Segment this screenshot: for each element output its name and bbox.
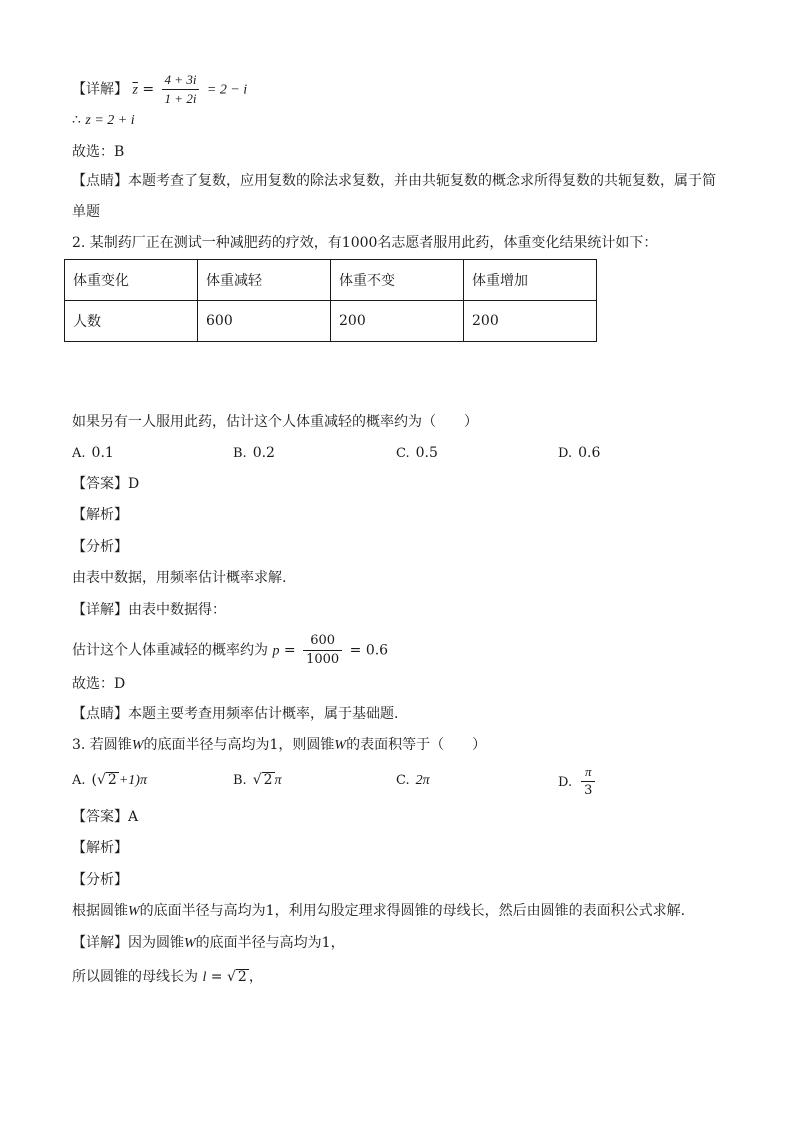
fraction-numerator: π <box>581 764 595 782</box>
generatrix-prefix: 所以圆锥的母线长为 <box>72 969 198 985</box>
q3-option-d <box>558 764 598 799</box>
therefore-symbol: ∴ <box>72 112 81 128</box>
conclusion-expression: z = 2 + i <box>85 113 135 128</box>
q3-analysis-text <box>72 901 685 922</box>
option-value: 2π <box>415 773 430 788</box>
option-value: 0.2 <box>252 445 275 461</box>
option-tail: +1)π <box>118 773 147 788</box>
q2-option-c <box>396 443 438 464</box>
sqrt-radicand: 2 <box>237 969 247 985</box>
fraction-denominator: 3 <box>584 783 593 798</box>
equals-sign: = <box>210 969 223 985</box>
w-variable: W <box>184 936 196 951</box>
table-cell: 人数 <box>65 301 198 342</box>
p-variable: p <box>272 643 280 659</box>
answer-label: 【答案】 <box>72 809 128 825</box>
weight-change-table <box>64 259 597 342</box>
q2-analysis-label: 【分析】 <box>72 539 128 555</box>
q2-option-b <box>233 443 275 464</box>
q2-comment-line <box>72 704 398 724</box>
stem-part: 的底面半径与高均为1，则圆锥 <box>143 737 335 753</box>
fraction-denominator: 1000 <box>306 652 340 667</box>
fraction-numerator: 4 + 3i <box>162 72 200 90</box>
fraction-q1 <box>162 72 200 107</box>
stem-part: 3. 若圆锥 <box>72 737 132 753</box>
sqrt-radicand: 2 <box>107 772 117 788</box>
stem-part: 的表面积等于（ ） <box>346 737 487 753</box>
equals-sign: = <box>142 81 155 98</box>
fraction-numerator: 600 <box>303 633 342 651</box>
fraction-denominator: 1 + 2i <box>164 91 197 106</box>
estimate-prefix: 估计这个人体重减轻的概率约为 <box>72 642 268 659</box>
q2-choice-line: 故选：D <box>72 676 126 692</box>
trailing-comma: ， <box>248 969 263 985</box>
q1-detail-line <box>72 72 247 107</box>
detail-part: 的底面半径与高均为1， <box>195 935 345 951</box>
detail-label: 【详解】 <box>72 602 128 618</box>
table-header-cell: 体重减轻 <box>198 260 331 301</box>
w-variable: W <box>334 738 347 753</box>
table-cell: 600 <box>198 301 331 342</box>
q3-option-b: B. √ 2 π <box>233 772 282 788</box>
q3-generatrix-line: 所以圆锥的母线长为 l = √ 2 ， <box>72 969 263 985</box>
w-variable: W <box>131 738 144 753</box>
q3-analysis-label: 【分析】 <box>72 872 128 888</box>
detail-label: 【详解】 <box>72 935 128 951</box>
comment-label: 【点睛】 <box>72 706 128 722</box>
option-tail: π <box>274 773 282 788</box>
option-label: B. <box>233 446 247 461</box>
table-header-row <box>65 260 597 301</box>
option-paren: ( <box>91 772 97 788</box>
q3-answer-line <box>72 807 138 827</box>
answer-value: D <box>128 476 140 492</box>
option-label: D. <box>558 446 573 461</box>
q3-option-a: A. (√ 2 +1)π <box>72 772 147 788</box>
option-label: C. <box>396 773 410 788</box>
q2-answer-line <box>72 474 139 494</box>
probability-result: = 0.6 <box>349 642 389 659</box>
q1-comment-line <box>72 171 716 191</box>
comment-label: 【点睛】 <box>72 173 128 189</box>
answer-label: 【答案】 <box>72 476 128 492</box>
q3-stem <box>72 735 486 756</box>
q1-conclusion-line <box>72 110 135 131</box>
z-conjugate: $\overline{z}$ <box>132 82 138 98</box>
q2-option-a <box>72 443 114 464</box>
detail-text: 由表中数据得： <box>128 602 226 618</box>
table-header-cell: 体重变化 <box>65 260 198 301</box>
option-value: 0.6 <box>578 445 601 461</box>
q2-stem: 2. 某制药厂正在测试一种减肥药的疗效，有1000名志愿者服用此药，体重变化结果统计如下： <box>72 235 658 251</box>
detail-label: 【详解】 <box>72 81 128 98</box>
q1-comment-line-2: 单题 <box>72 204 100 220</box>
q2-estimate-line: 估计这个人体重减轻的概率约为 p = $\frac{600}{1000}$ = 0.6 <box>72 633 389 667</box>
analysis-part: 的底面半径与高均为1，利用勾股定理求得圆锥的母线长，然后由圆锥的表面积公式求解. <box>139 903 686 919</box>
q3-jiexi-label: 【解析】 <box>72 840 128 856</box>
comment-text: 本题考查了复数，应用复数的除法求复数，并由共轭复数的概念求所得复数的共轭复数，属于简 <box>128 173 716 189</box>
table-header-cell: 体重不变 <box>331 260 464 301</box>
fraction-result: = 2 − i <box>206 82 248 98</box>
fraction-q2 <box>303 633 342 668</box>
option-label: A. <box>72 446 86 461</box>
q3-option-c <box>396 770 430 791</box>
q2-question: 如果另有一人服用此药，估计这个人体重减轻的概率约为（ ） <box>72 414 478 430</box>
option-value: 0.5 <box>415 445 438 461</box>
sqrt-radicand: 2 <box>263 772 273 788</box>
table-cell: 200 <box>331 301 464 342</box>
answer-value: A <box>128 809 139 825</box>
l-variable: l <box>202 970 207 985</box>
table-row <box>65 301 597 342</box>
option-label: C. <box>396 446 410 461</box>
q1-choice-line: 故选：B <box>72 144 125 160</box>
detail-part: 因为圆锥 <box>128 935 184 951</box>
q3-detail-line <box>72 933 345 954</box>
table-cell: 200 <box>464 301 597 342</box>
option-label: D. <box>558 774 573 790</box>
q2-analysis-text: 由表中数据，用频率估计概率求解. <box>72 570 287 586</box>
w-variable: W <box>128 904 140 919</box>
q2-jiexi-label: 【解析】 <box>72 507 128 523</box>
q2-option-d <box>558 443 600 464</box>
option-value: 0.1 <box>91 445 114 461</box>
q2-detail-line <box>72 600 226 620</box>
analysis-part: 根据圆锥 <box>72 903 128 919</box>
option-label: B. <box>233 773 247 788</box>
table-header-cell: 体重增加 <box>464 260 597 301</box>
comment-text: 本题主要考查用频率估计概率，属于基础题. <box>128 706 399 722</box>
option-label: A. <box>72 773 86 788</box>
fraction-pi-over-3 <box>581 764 595 799</box>
